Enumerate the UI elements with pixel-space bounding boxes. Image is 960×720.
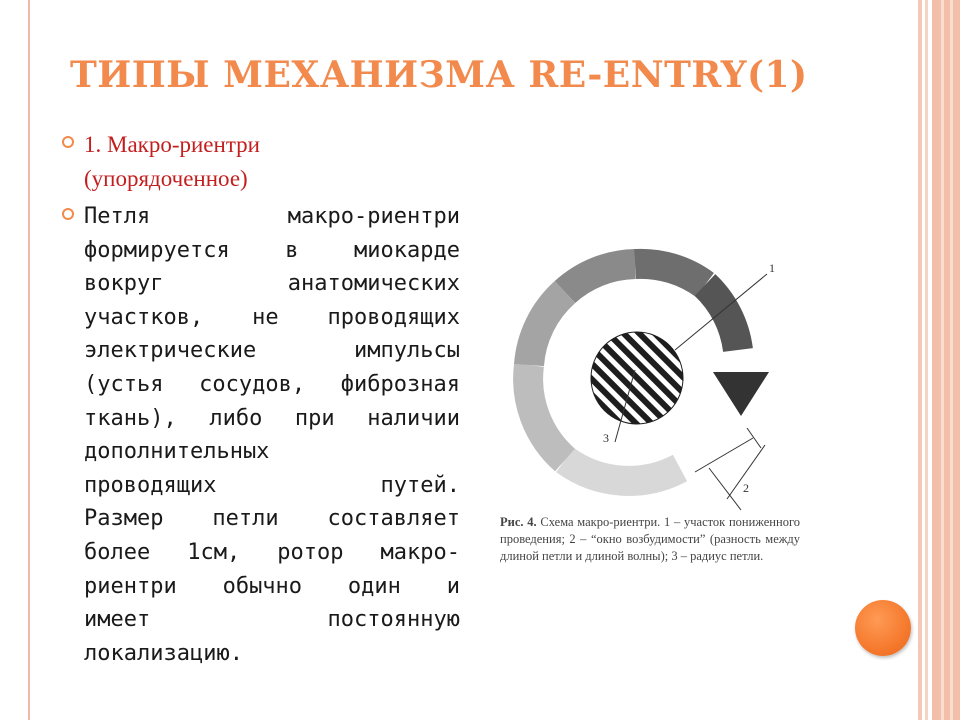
figure-label-2: 2 <box>743 481 749 495</box>
slide-title: ТИПЫ МЕХАНИЗМА RE-ENTRY(1) <box>70 54 808 96</box>
right-stripe <box>941 0 944 720</box>
left-decorative-rule <box>28 0 30 720</box>
bullet-line: 1. Макро-риентри <box>84 132 260 157</box>
bullet-ring-icon <box>62 136 74 148</box>
body-line: более 1см, ротор макро- <box>84 539 460 565</box>
loop-arrowhead-icon <box>713 372 769 416</box>
right-stripe <box>950 0 953 720</box>
figure-label-3: 3 <box>603 431 609 445</box>
bullet-macro-reentry <box>60 128 460 196</box>
body-line: формируется в миокарде <box>84 237 460 263</box>
caption-text: Схема макро-риентри. 1 – участок пониженного проведения; 2 – “окно возбудимости” (разность между длиной петли и длиной волны); 3 – радиус петли. <box>500 515 801 563</box>
body-line: локализацию. <box>84 640 243 666</box>
body-line: проводящих путей. <box>84 472 460 498</box>
caption-label: Рис. 4. <box>500 515 537 529</box>
bullet-list <box>60 128 460 670</box>
dimension-line-2c <box>709 468 741 510</box>
body-line: риентри обычно один и <box>84 573 460 599</box>
right-stripe <box>932 0 960 720</box>
anatomical-obstacle <box>591 332 683 424</box>
dimension-tick <box>747 428 761 448</box>
bullet-description <box>60 200 460 670</box>
reentry-loop-diagram <box>495 240 815 530</box>
body-line: участков, не проводящих <box>84 304 460 330</box>
figure-label-1: 1 <box>769 261 775 275</box>
figure-caption <box>500 514 800 565</box>
bullet-line: (упорядоченное) <box>84 166 248 191</box>
dimension-line-2 <box>695 438 753 472</box>
body-line: вокруг анатомических <box>84 271 460 297</box>
decorative-orange-circle <box>855 600 911 656</box>
body-line: ткань), либо при наличии <box>84 405 460 431</box>
body-line: Размер петли составляет <box>84 506 460 532</box>
bullet-ring-icon <box>62 208 74 220</box>
body-line: электрические импульсы <box>84 338 460 364</box>
body-line: (устья сосудов, фиброзная <box>84 371 460 397</box>
right-stripe <box>925 0 928 720</box>
right-stripe <box>918 0 922 720</box>
body-line: дополнительных <box>84 439 270 465</box>
body-line: Петля макро-риентри <box>84 204 460 229</box>
body-line: имеет постоянную <box>84 607 460 633</box>
